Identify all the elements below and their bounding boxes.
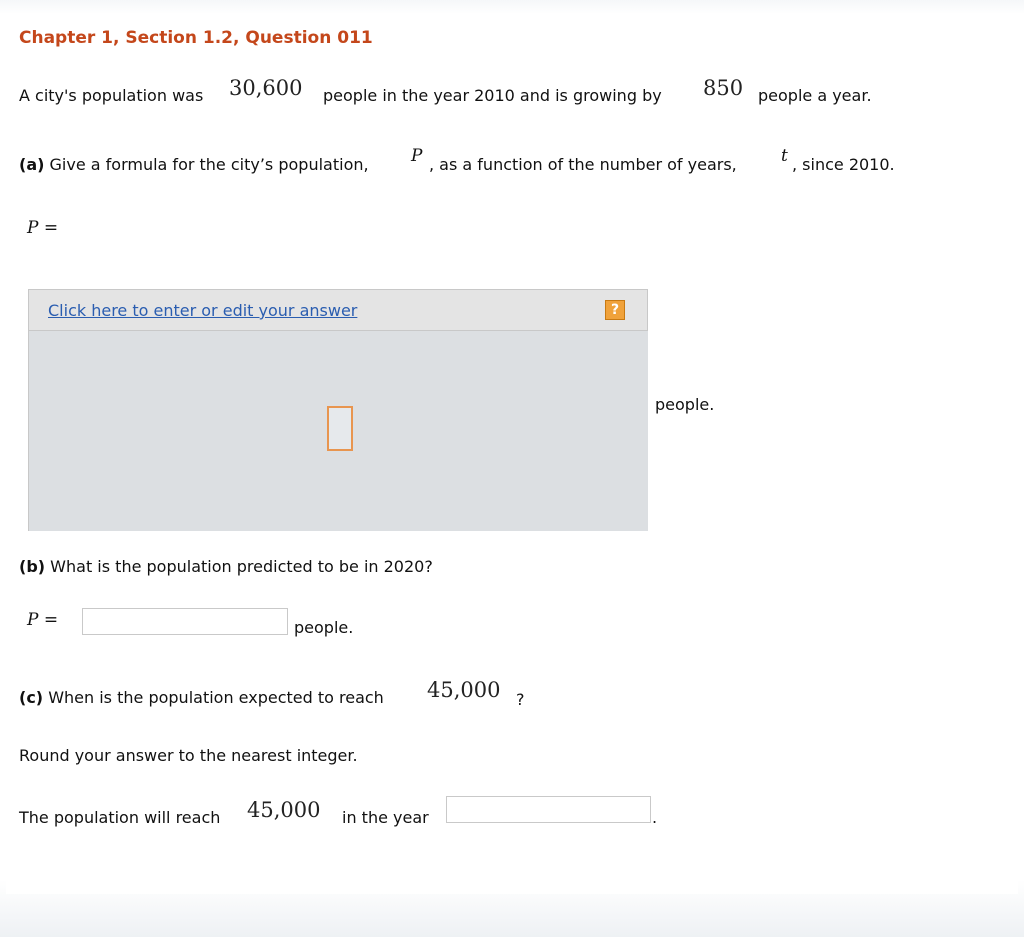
intro-text-2: people in the year 2010 and is growing by: [323, 86, 662, 105]
intro-text-3: people a year.: [758, 86, 872, 105]
rounding-instruction: Round your answer to the nearest integer.: [19, 746, 358, 765]
part-b-text: What is the population predicted to be in 2020?: [50, 557, 433, 576]
part-a-text-1: Give a formula for the city’s population,: [49, 155, 369, 174]
part-b-question: [19, 557, 433, 576]
answer-sentence-2: in the year: [342, 808, 429, 827]
part-c-text-1: When is the population expected to reach: [48, 688, 384, 707]
part-a-text-2: , as a function of the number of years,: [429, 155, 737, 174]
part-b-unit: people.: [294, 618, 354, 637]
part-b-lhs: P =: [27, 610, 59, 630]
equation-editor-header: [28, 289, 648, 331]
part-a-lhs: P =: [27, 218, 59, 238]
question-title: Chapter 1, Section 1.2, Question 011: [19, 28, 373, 48]
part-b-label: (b): [19, 557, 46, 576]
answer-target-value: 45,000: [247, 798, 321, 822]
edit-answer-link[interactable]: Click here to enter or edit your answer: [48, 301, 358, 320]
part-a-label: (a): [19, 155, 45, 174]
target-population-value: 45,000: [427, 678, 501, 702]
answer-sentence-1: The population will reach: [19, 808, 221, 827]
year-input[interactable]: [446, 796, 651, 823]
answer-end-period: .: [652, 808, 658, 827]
part-a-question: [19, 155, 369, 174]
part-c-label: (c): [19, 688, 44, 707]
intro-text-1: A city's population was: [19, 86, 204, 105]
part-a-text-3: , since 2010.: [792, 155, 895, 174]
answer-placeholder-box[interactable]: [327, 406, 353, 451]
growth-rate-value: 850: [703, 76, 744, 100]
variable-p: P: [411, 146, 423, 166]
variable-t: t: [781, 146, 788, 166]
help-icon[interactable]: ?: [605, 300, 625, 320]
part-c-qmark: ?: [516, 690, 525, 709]
population-2020-input[interactable]: [82, 608, 288, 635]
initial-population-value: 30,600: [229, 76, 303, 100]
part-c-question: [19, 688, 384, 707]
equation-editor-area[interactable]: [28, 331, 648, 531]
part-a-unit: people.: [655, 395, 715, 414]
